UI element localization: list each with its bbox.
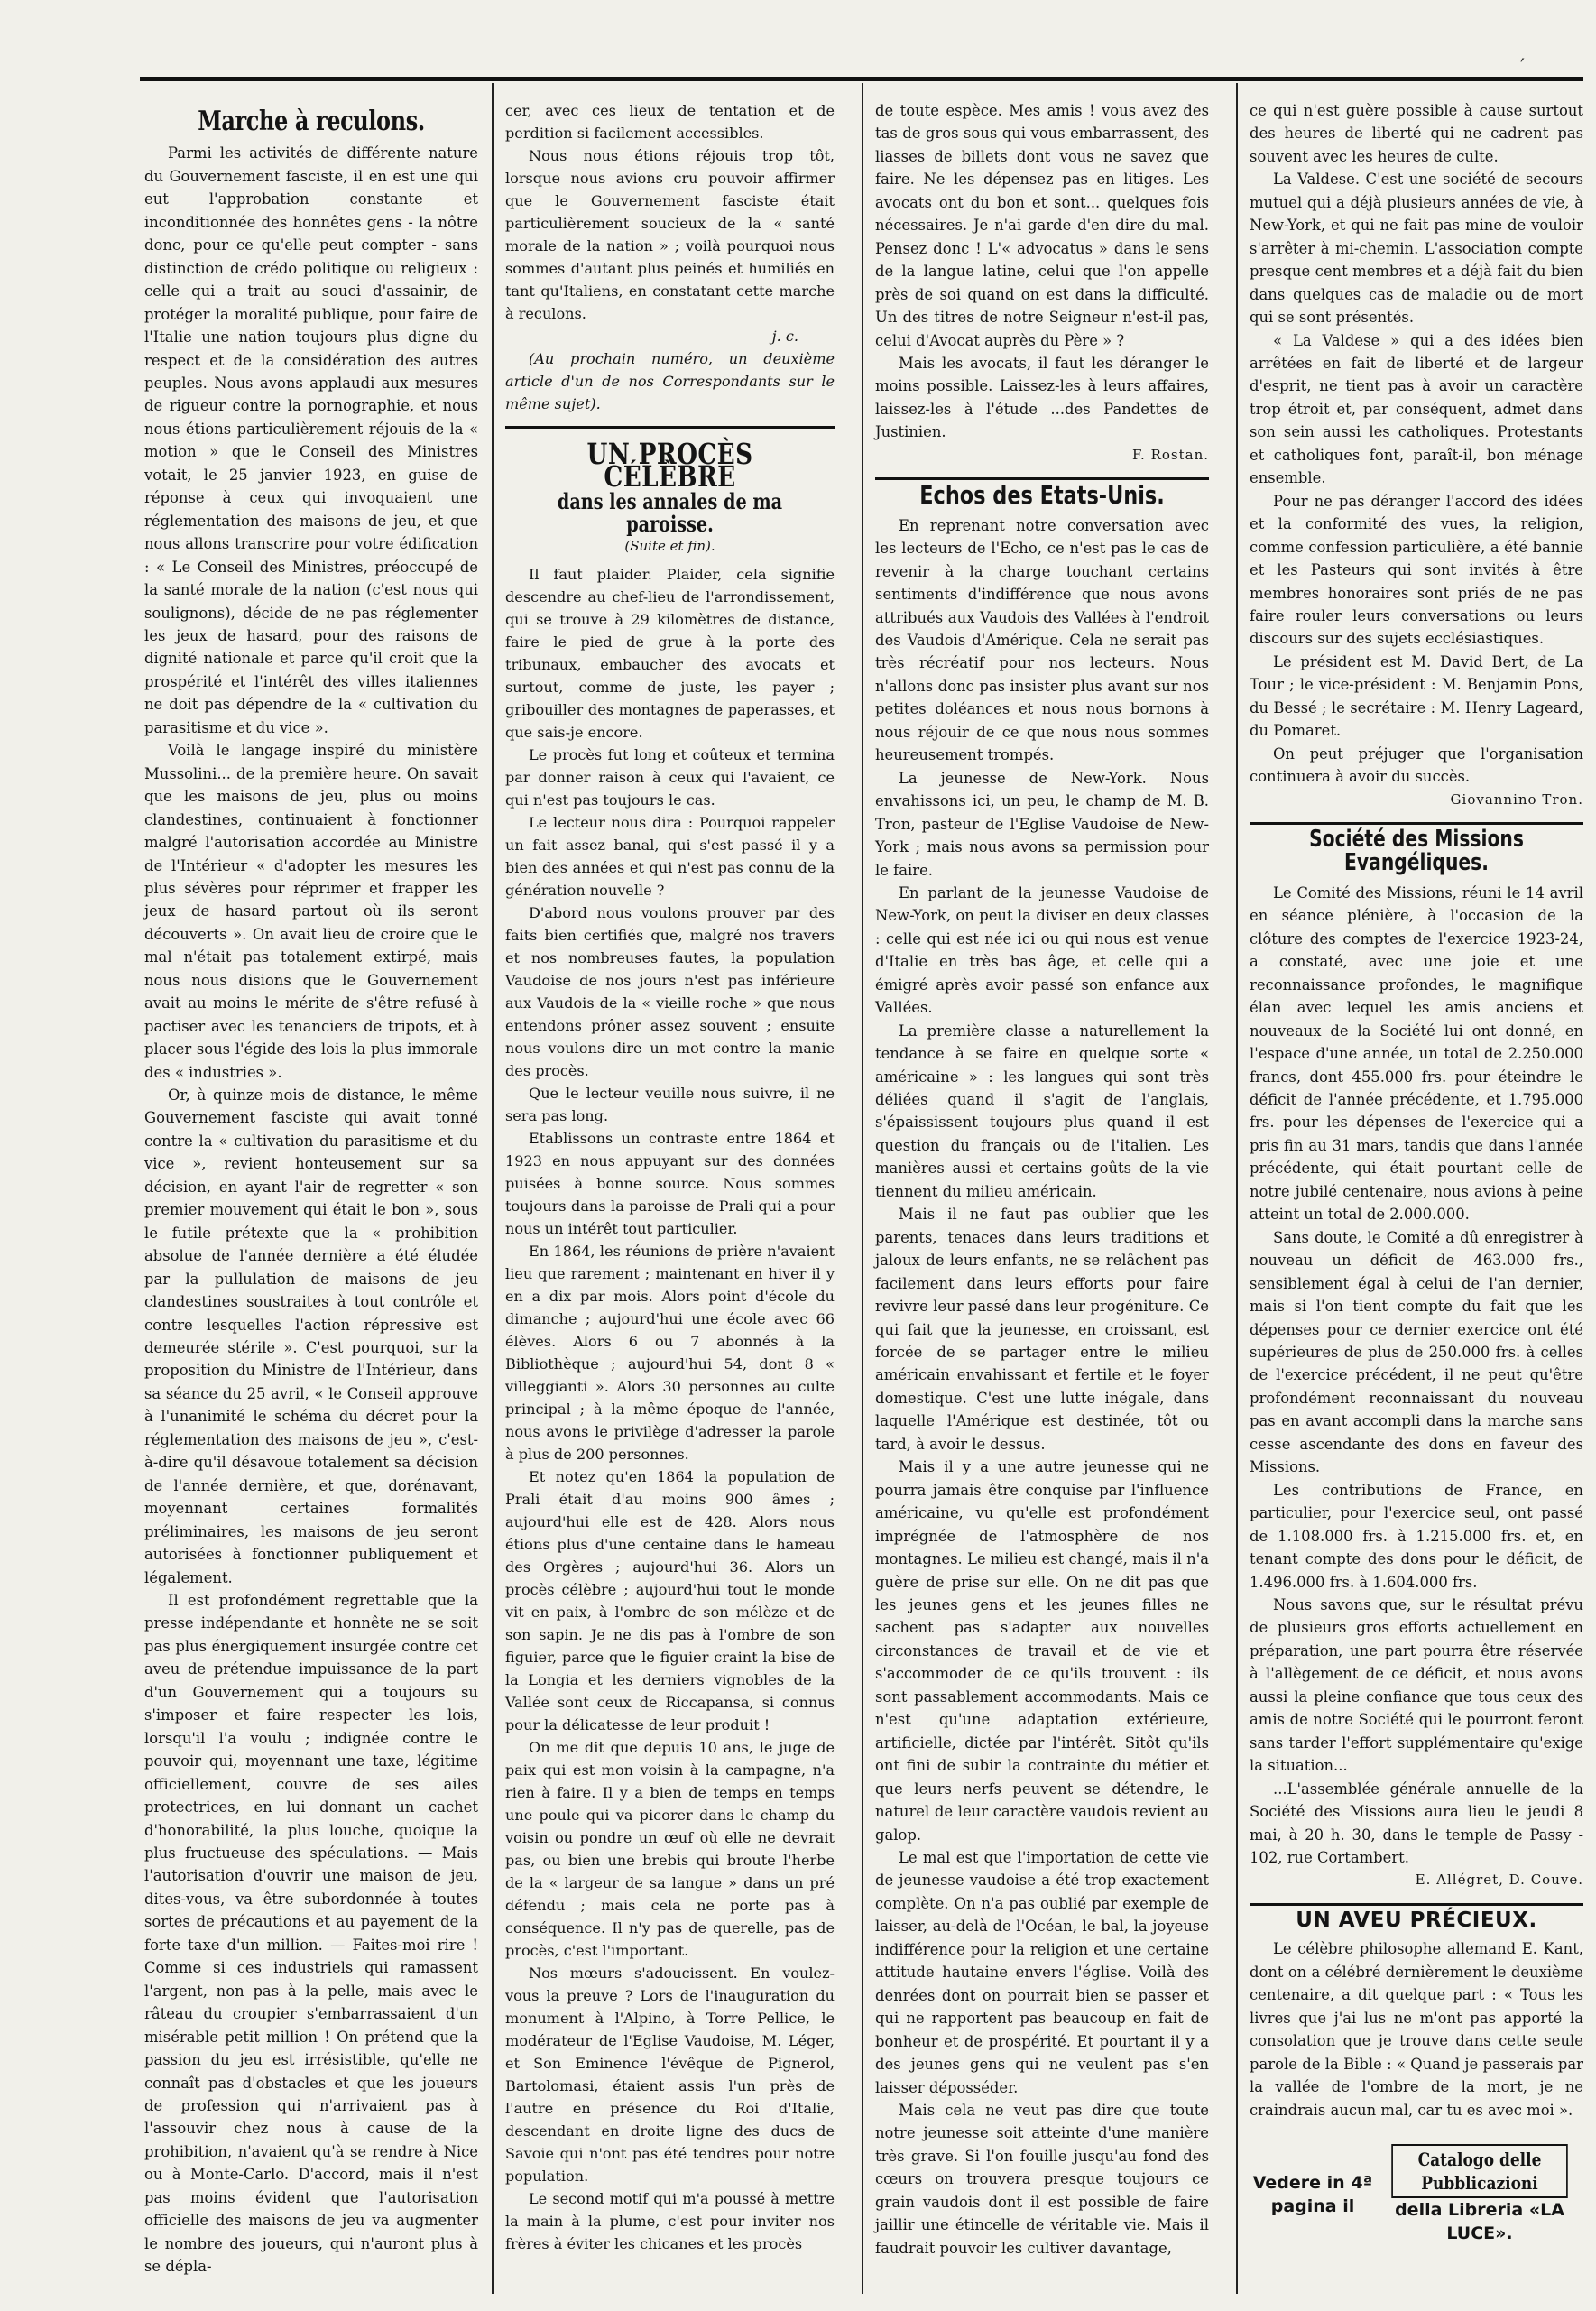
paragraph: En parlant de la jeunesse Vaudoise de New-York, on peut la diviser en deux classes : celle qui est née ici ou qui nous est venue d'Italie en très bas âge, et celle qui a émigré après avoir passé son enfance aux Vallées.	[875, 883, 1209, 1017]
paragraph: En reprenant notre conversation avec les lecteurs de l'Echo, ce n'est pas le cas de revenir à la charge touchant certains sentiments d'indifférence que nous avons attribués aux Vaudois des Vallées à l'endroit des Vaudois d'Amérique. Cela ne serait pas très récréatif pour nos lecteurs. Nous n'allons donc pas insister plus avant sur nos petites doléances et nous nous bornons à nous réjouir de ce que nous nous sommes heureusement trompés.	[875, 516, 1209, 764]
paragraph: Il faut plaider. Plaider, cela signifie descendre au chef-lieu de l'arrondissement, qui se trouve à 29 kilomètres de distance, faire le pied de grue à la porte des tribunaux, embaucher des avocats et surtout, comme de juste, les payer ; gribouiller des montagnes de paperasses, et que sais-je encore.	[505, 566, 835, 741]
paragraph: Il est profondément regrettable que la presse indépendante et honnête ne se soit pas plus énergiquement insurgée contre cet aveu de prétendue impuissance de la part d'un Gouvernement qui a toujours su s'imposer et faire respecter les lois, lorsqu'il l'a voulu ; indignée contre le pouvoir qui, moyennant une taxe, légitime officiellement, couvre de ses ailes protectrices, en lui donnant un cachet d'honorabilité, la plus louche, quoique la plus fructueuse des spéculations. — Mais l'autorisation d'ouvrir une maison de jeu, dites-vous, va être subordonnée à toutes sortes de précautions et au payement de la forte taxe d'un million. — Faites-moi rire ! Comme si ces industriels qui ramassent l'argent, non pas à la pelle, mais avec le râteau du croupier s'embarrassaient d'un misérable petit million ! On prétend que la passion du jeu est irrésistible, qu'elle ne connaît pas d'obstacles et que les joueurs de profession qui n'arrivaient pas à l'assouvir chez nous à cause de la prohibition, n'avaient qu'à se rendre à Nice ou à Monte-Carlo. D'accord, mais il n'est pas moins évident que l'autorisation officielle des maisons de jeu va augmenter le nombre des joueurs, qui n'auront plus à se dépla-	[144, 1592, 478, 2276]
column-3	[875, 99, 1209, 2292]
column-divider	[1236, 83, 1238, 2294]
paragraph: Mais les avocats, il faut les déranger le moins possible. Laissez-les à leurs affaires, laissez-les à l'étude ...des Pandettes de Justinien.	[875, 354, 1209, 441]
column-divider	[862, 83, 863, 2294]
paragraph: Le lecteur nous dira : Pourquoi rappeler un fait assez banal, qui s'est passé il y a bien des années et qui n'est pas connu de la génération nouvelle ?	[505, 814, 835, 899]
signature: j. c.	[771, 328, 798, 345]
paragraph: Etablissons un contraste entre 1864 et 1923 en nous appuyant sur des données puisées à bonne source. Nous sommes toujours dans la paroisse de Prali qui a pour nous un intérêt tout particulier.	[505, 1130, 835, 1237]
paragraph: La Valdese. C'est une société de secours mutuel qui a déjà plusieurs années de vie, à New-York, et qui ne fait pas mine de vouloir s'arrêter à mi-chemin. L'association compte presque cent membres et a déjà fait du bien dans quelques cas de maladie ou de mort qui se sont présentés.	[1250, 171, 1583, 327]
paragraph: « La Valdese » qui a des idées bien arrêtées en fait de liberté et de largeur d'esprit, ne tient pas à avoir un caractère trop étroit et, par conséquent, admet dans son sein aussi les catholiques. Protestants et catholiques font, paraît-il, bon ménage ensemble.	[1250, 331, 1583, 487]
article-subtitle: dans les annales de ma paroisse.	[557, 488, 783, 537]
paragraph: Sans doute, le Comité a dû enregistrer à nouveau un déficit de 463.000 frs., sensiblement égal à celui de l'an dernier, mais si l'on tient compte du fait que les dépenses pour ce dernier exercice ont été supérieures de plus de 250.000 frs. à celles de l'exercice précédent, il ne peut qu'être profondément reconnaissant du nouveau pas en avant accompli dans la marche sans cesse ascendante des dons en faveur des Missions.	[1250, 1228, 1583, 1476]
paragraph: Le procès fut long et coûteux et termina par donner raison à ceux qui l'avaient, ce qui n'est pas toujours le cas.	[505, 746, 835, 809]
editor-note: (Au prochain numéro, un deuxième article d'un de nos Correspondants sur le même sujet).	[505, 350, 835, 412]
column-4	[1250, 99, 1583, 2292]
paragraph: On me dit que depuis 10 ans, le juge de paix qui est mon voisin à la campagne, n'a rien à faire. Il y a bien de temps en temps une poule qui va picorer dans le champ du voisin ou pondre un œuf où elle ne devrait pas, ou bien une brebis qui broute l'herbe de la « largeur de sa langue » dans un pré défendu ; mais cela ne porte pas à conséquence. Il n'y pas de querelle, pas de procès, c'est l'important.	[505, 1739, 835, 1959]
column-1	[144, 99, 478, 2292]
paragraph: Mais cela ne veut pas dire que toute notre jeunesse soit atteinte d'une manière très grave. Si l'on fouille jusqu'au fond des cœurs on trouvera presque toujours ce grain vaudois dont il est possible de faire jaillir une étincelle de véritable vie. Mais il faudrait pouvoir les cultiver davantage,	[875, 2101, 1209, 2257]
paragraph: Parmi les activités de différente nature du Gouvernement fasciste, il en est une qui eut l'approbation constante et inconditionnée des honnêtes gens - la nôtre donc, pour ce qu'elle peut compter - sans distinction de crédo politique ou religieux : celle qui a trait au souci d'assainir, de protéger la moralité publique, pour faire de l'Italie une nation toujours plus digne du respect et de la considération des autres peuples. Nous avons applaudi aux mesures de rigueur contre la pornographie, et nous nous étions particulièrement réjouis de la « motion » que le Conseil des Ministres votait, le 25 janvier 1923, en guise de réponse à ceux qui invoquaient une réglementation des maisons de jeu, et que nous allons transcrire pour votre édification : « Le Conseil des Ministres, préoccupé de la santé morale de la nation (c'est nous qui soulignons), décide de ne pas réglementer les jeux de hasard, pour des raisons de dignité nationale et parce qu'il croit que la prospérité et l'intérêt des villes italiennes ne doit pas dépendre de la « cultivation du parasitisme et du vice ».	[144, 144, 478, 736]
signature: F. Rostan.	[1131, 446, 1209, 463]
paragraph: Que le lecteur veuille nous suivre, il ne sera pas long.	[505, 1085, 835, 1124]
paragraph: Nous nous étions réjouis trop tôt, lorsque nous avions cru pouvoir affirmer que le Gouvernement fasciste était particulièrement soucieux de la « santé morale de la nation » ; voilà pourquoi nous sommes d'autant plus peinés et humiliés en tant qu'Italiens, en constatant cette marche à reculons.	[505, 147, 835, 322]
article-title: Société des Missions Evangéliques.	[1309, 826, 1524, 876]
paragraph: Le mal est que l'importation de cette vie de jeunesse vaudoise a été trop exactement complète. On n'a pas oublié par exemple de laisser, au-delà de l'Océan, le bal, la joyeuse indifférence pour la religion et une certaine attitude hautaine envers l'église. Voilà des denrées dont on pourrait bien se passer et qui ne rapportent pas beaucoup en fait de bonheur et de prospérité. Et pourtant il y a des jeunes gens qui ne veulent pas s'en laisser déposséder.	[875, 1848, 1209, 2096]
paragraph: On peut préjuger que l'organisation continuera à avoir du succès.	[1250, 744, 1583, 786]
paragraph: La jeunesse de New-York. Nous envahissons ici, un peu, le champ de M. B. Tron, pasteur de l'Eglise Vaudoise de New-York ; mais nous avons sa permission pour le faire.	[875, 769, 1209, 879]
column-2	[505, 99, 835, 2292]
corner-mark: ′	[1520, 56, 1525, 79]
advertisement	[1250, 2144, 1583, 2245]
header-rule	[140, 77, 1583, 81]
ad-text: della Libreria «LA LUCE».	[1395, 2199, 1564, 2243]
article-title: Echos des Etats-Unis.	[919, 480, 1165, 511]
paragraph: D'abord nous voulons prouver par des faits bien certifiés que, malgré nos travers et nos nombreuses fautes, la population Vaudoise de nos jours n'est pas inférieure aux Vaudois de la « vieille roche » que nous entendons prôner assez souvent ; ensuite nous voulons dire un mot contre la manie des procès.	[505, 904, 835, 1079]
paragraph: Le Comité des Missions, réuni le 14 avril en séance plénière, à l'occasion de la clôture des comptes de l'exercice 1923-24, a constaté, avec une joie et une reconnaissance profondes, le magnifique élan avec lequel les amis anciens et nouveaux de la Société lui ont donné, en l'espace d'une année, un total de 2.250.000 francs, dont 455.000 frs. pour éteindre le déficit de l'année précédente, et 1.795.000 frs. pour les dépenses de l'exercice qui a pris fin au 31 mars, tandis que dans l'année précédente, qui était pourtant celle de notre jubilé centenaire, nous avions à peine atteint un total de 2.000.000.	[1250, 883, 1583, 1224]
paragraph: Nous savons que, sur le résultat prévu de plusieurs gros efforts actuellement en préparation, une part pourra être réservée à l'allègement de ce déficit, et nous avons aussi la pleine confiance que tous ceux des amis de notre Société qui le pourront feront sans tarder l'effort supplémentaire qu'exige la situation...	[1250, 1596, 1583, 1775]
paragraph: cer, avec ces lieux de tentation et de perdition si facilement accessibles.	[505, 102, 835, 142]
paragraph: Les contributions de France, en particulier, pour l'exercice seul, ont passé de 1.108.000 frs. à 1.215.000 frs. et, en tenant compte des dons pour le déficit, de 1.496.000 frs. à 1.604.000 frs.	[1250, 1481, 1583, 1591]
paragraph: Voilà le langage inspiré du ministère Mussolini... de la première heure. On savait que les maisons de jeu, plus ou moins clandestines, continuaient à fonctionner malgré l'autorisation accordée au Ministre de l'Intérieur « d'adopter les mesures les plus sévères pour réprimer et frapper les jeux de hasard partout où ils seront découverts ». On avait lieu de croire que le mal n'était pas totalement extirpé, mais nous nous disions que le Gouvernement avait au moins le mérite de s'être refusé à pactiser avec les tenanciers de tripots, et à placer sous l'égide des lois la plus immorale des « industries ».	[144, 742, 478, 1081]
section-divider	[1250, 1903, 1583, 1906]
paragraph: ce qui n'est guère possible à cause surtout des heures de liberté qui ne cadrent pas souvent avec les heures de culte.	[1250, 102, 1583, 165]
section-divider	[1250, 822, 1583, 825]
paragraph: La première classe a naturellement la tendance à se faire en quelque sorte « américaine » : les langues qui sont très déliées quand il s'agit de l'anglais, s'épaississent toujours plus quand il est question du français ou de l'italien. Les manières aussi et certains goûts de la vie tiennent du milieu américain.	[875, 1021, 1209, 1200]
signature: E. Allégret, D. Couve.	[1415, 1872, 1583, 1889]
paragraph: Or, à quinze mois de distance, le même Gouvernement fasciste qui avait tonné contre la « cultivation du parasitisme et du vice », revient honteusement sur sa décision, en ayant l'air de regretter « son premier mouvement qui était le bon », sous le futile prétexte que la « prohibition absolue de l'année dernière a été éludée par la pullulation de maisons de jeu clandestines soustraites à tout contrôle et contre lesquelles l'action répressive est demeurée stérile ». C'est pourquoi, sur la proposition du Ministre de l'Intérieur, dans sa séance du 25 avril, « le Conseil approuve à l'unanimité le schéma du décret pour la réglementation des maisons de jeu », c'est-à-dire qu'il désavoue totalement sa décision de l'année dernière, et que, dorénavant, moyennant certaines formalités préliminaires, les maisons de jeu seront autorisées à fonctionner publiquement et légalement.	[144, 1086, 478, 1586]
article-continuation: (Suite et fin).	[624, 538, 715, 554]
ad-catalog-box: Catalogo delle Pubblicazioni	[1391, 2144, 1568, 2198]
ad-block	[1376, 2144, 1583, 2245]
paragraph: Nos mœurs s'adoucissent. En voulez-vous la preuve ? Lors de l'inauguration du monument à l'Alpino, à Torre Pellice, le modérateur de l'Eglise Vaudoise, M. Léger, et Son Eminence l'évêque de Pignerol, Bartolomasi, étaient assis l'un près de l'autre en présence du Roi d'Italie, descendant en droite ligne des ducs de Savoie qui n'ont pas été tendres pour notre population.	[505, 1964, 835, 2185]
paragraph: Mais il ne faut pas oublier que les parents, tenaces dans leurs traditions et jaloux de leurs enfants, ne se relâchent pas facilement dans leurs efforts pour faire revivre leur passé dans leur progéniture. Ce qui fait que la jeunesse, en croissant, est forcée de se partager entre le milieu américain envahissant et fertile et le foyer domestique. C'est une lutte inégale, dans laquelle l'Amérique est destinée, tôt ou tard, à avoir le dessus.	[875, 1206, 1209, 1453]
paragraph: Le président est M. David Bert, de La Tour ; le vice-président : M. Benjamin Pons, du Bessé ; le secrétaire : M. Henry Lageard, du Pomaret.	[1250, 652, 1583, 740]
paragraph: Le second motif qui m'a poussé à mettre la main à la plume, c'est pour inviter nos frères à éviter les chicanes et les procès	[505, 2190, 835, 2252]
paragraph: Le célèbre philosophe allemand E. Kant, dont on a célébré dernièrement le deuxième centenaire, a dit quelque part : « Tous les livres que j'ai lus ne m'ont pas apporté la consolation que je trouve dans cette seule parole de la Bible : « Quand je passerais par la vallée de l'ombre de la mort, je ne craindrais aucun mal, car tu es avec moi ».	[1250, 1940, 1583, 2119]
paragraph: Pour ne pas déranger l'accord des idées et la conformité des vues, la religion, comme confession particulière, a été bannie et les Pasteurs qui sont invités à être membres honoraires sont priés de ne pas faire rouler leurs conversations ou leurs discours sur des sujets ecclésiastiques.	[1250, 492, 1583, 648]
paragraph: Et notez qu'en 1864 la population de Prali était d'au moins 900 âmes ; aujourd'hui elle est de 428. Alors nous étions plus d'une centaine dans le hameau des Orgères ; aujourd'hui 36. Alors un procès célèbre ; aujourd'hui tout le monde vit en paix, à l'ombre de son mélèze et de son sapin. Je ne dis pas à l'ombre de son figuier, parce que le figuier craint la bise de la Longia et les derniers vignobles de la Vallée sont ceux de Riccapansa, si connus pour la délicatesse de leur produit !	[505, 1468, 835, 1733]
paragraph: Mais il y a une autre jeunesse qui ne pourra jamais être conquise par l'influence américaine, vu qu'elle est profondément imprégnée de l'atmosphère de nos montagnes. Le milieu est changé, mais il n'a guère de prise sur elle. On ne dit pas que les jeunes gens et les jeunes filles ne sachent pas s'adapter aux nouvelles circonstances de travail et de vie et s'accommoder de ce qu'ils trouvent : ils sont passablement accommodants. Mais ce n'est qu'une adaptation extérieure, artificielle, dictée par l'intérêt. Sitôt qu'ils ont fini de subir la contrainte du métier et que leurs nerfs peuvent se détendre, le naturel de leur caractère vaudois revient au galop.	[875, 1458, 1209, 1844]
paragraph: En 1864, les réunions de prière n'avaient lieu que rarement ; maintenant en hiver il y en a dix par mois. Alors point d'école du dimanche ; aujourd'hui une école avec 66 élèves. Alors 6 ou 7 abonnés à la Bibliothèque ; aujourd'hui 54, dont 8 « villeggianti ». Alors 30 personnes au culte principal ; à la même époque de l'année, nous avons le privilège d'adresser la parole à plus de 200 personnes.	[505, 1243, 835, 1463]
signature: Giovannino Tron.	[1450, 790, 1583, 808]
article-title: UN PROCÈS CÉLÈBRE	[586, 437, 753, 494]
article-title: Marche à reculons.	[198, 106, 425, 137]
article-title: UN AVEU PRÉCIEUX.	[1296, 1908, 1537, 1932]
paragraph: ...L'assemblée générale annuelle de la Société des Missions aura lieu le jeudi 8 mai, à 20 h. 30, dans le temple de Passy - 102, rue Cortambert.	[1250, 1779, 1583, 1866]
paragraph: de toute espèce. Mes amis ! vous avez des tas de gros sous qui vous embarrassent, des liasses de billets dont vous ne savez que faire. Ne les dépensez pas en litiges. Les avocats ont du bon et sont... quelques fois nécessaires. Je n'ai garde d'en dire du mal. Pensez donc ! L'« advocatus » dans le sens de la langue latine, celui que l'on appelle près de soi quand on est dans la difficulté. Un des titres de notre Seigneur n'est-il pas, celui d'Avocat auprès du Père » ?	[875, 102, 1209, 349]
section-divider	[505, 426, 835, 429]
ad-text: Vedere in 4ª pagina il	[1252, 2172, 1373, 2216]
column-divider	[492, 83, 494, 2294]
